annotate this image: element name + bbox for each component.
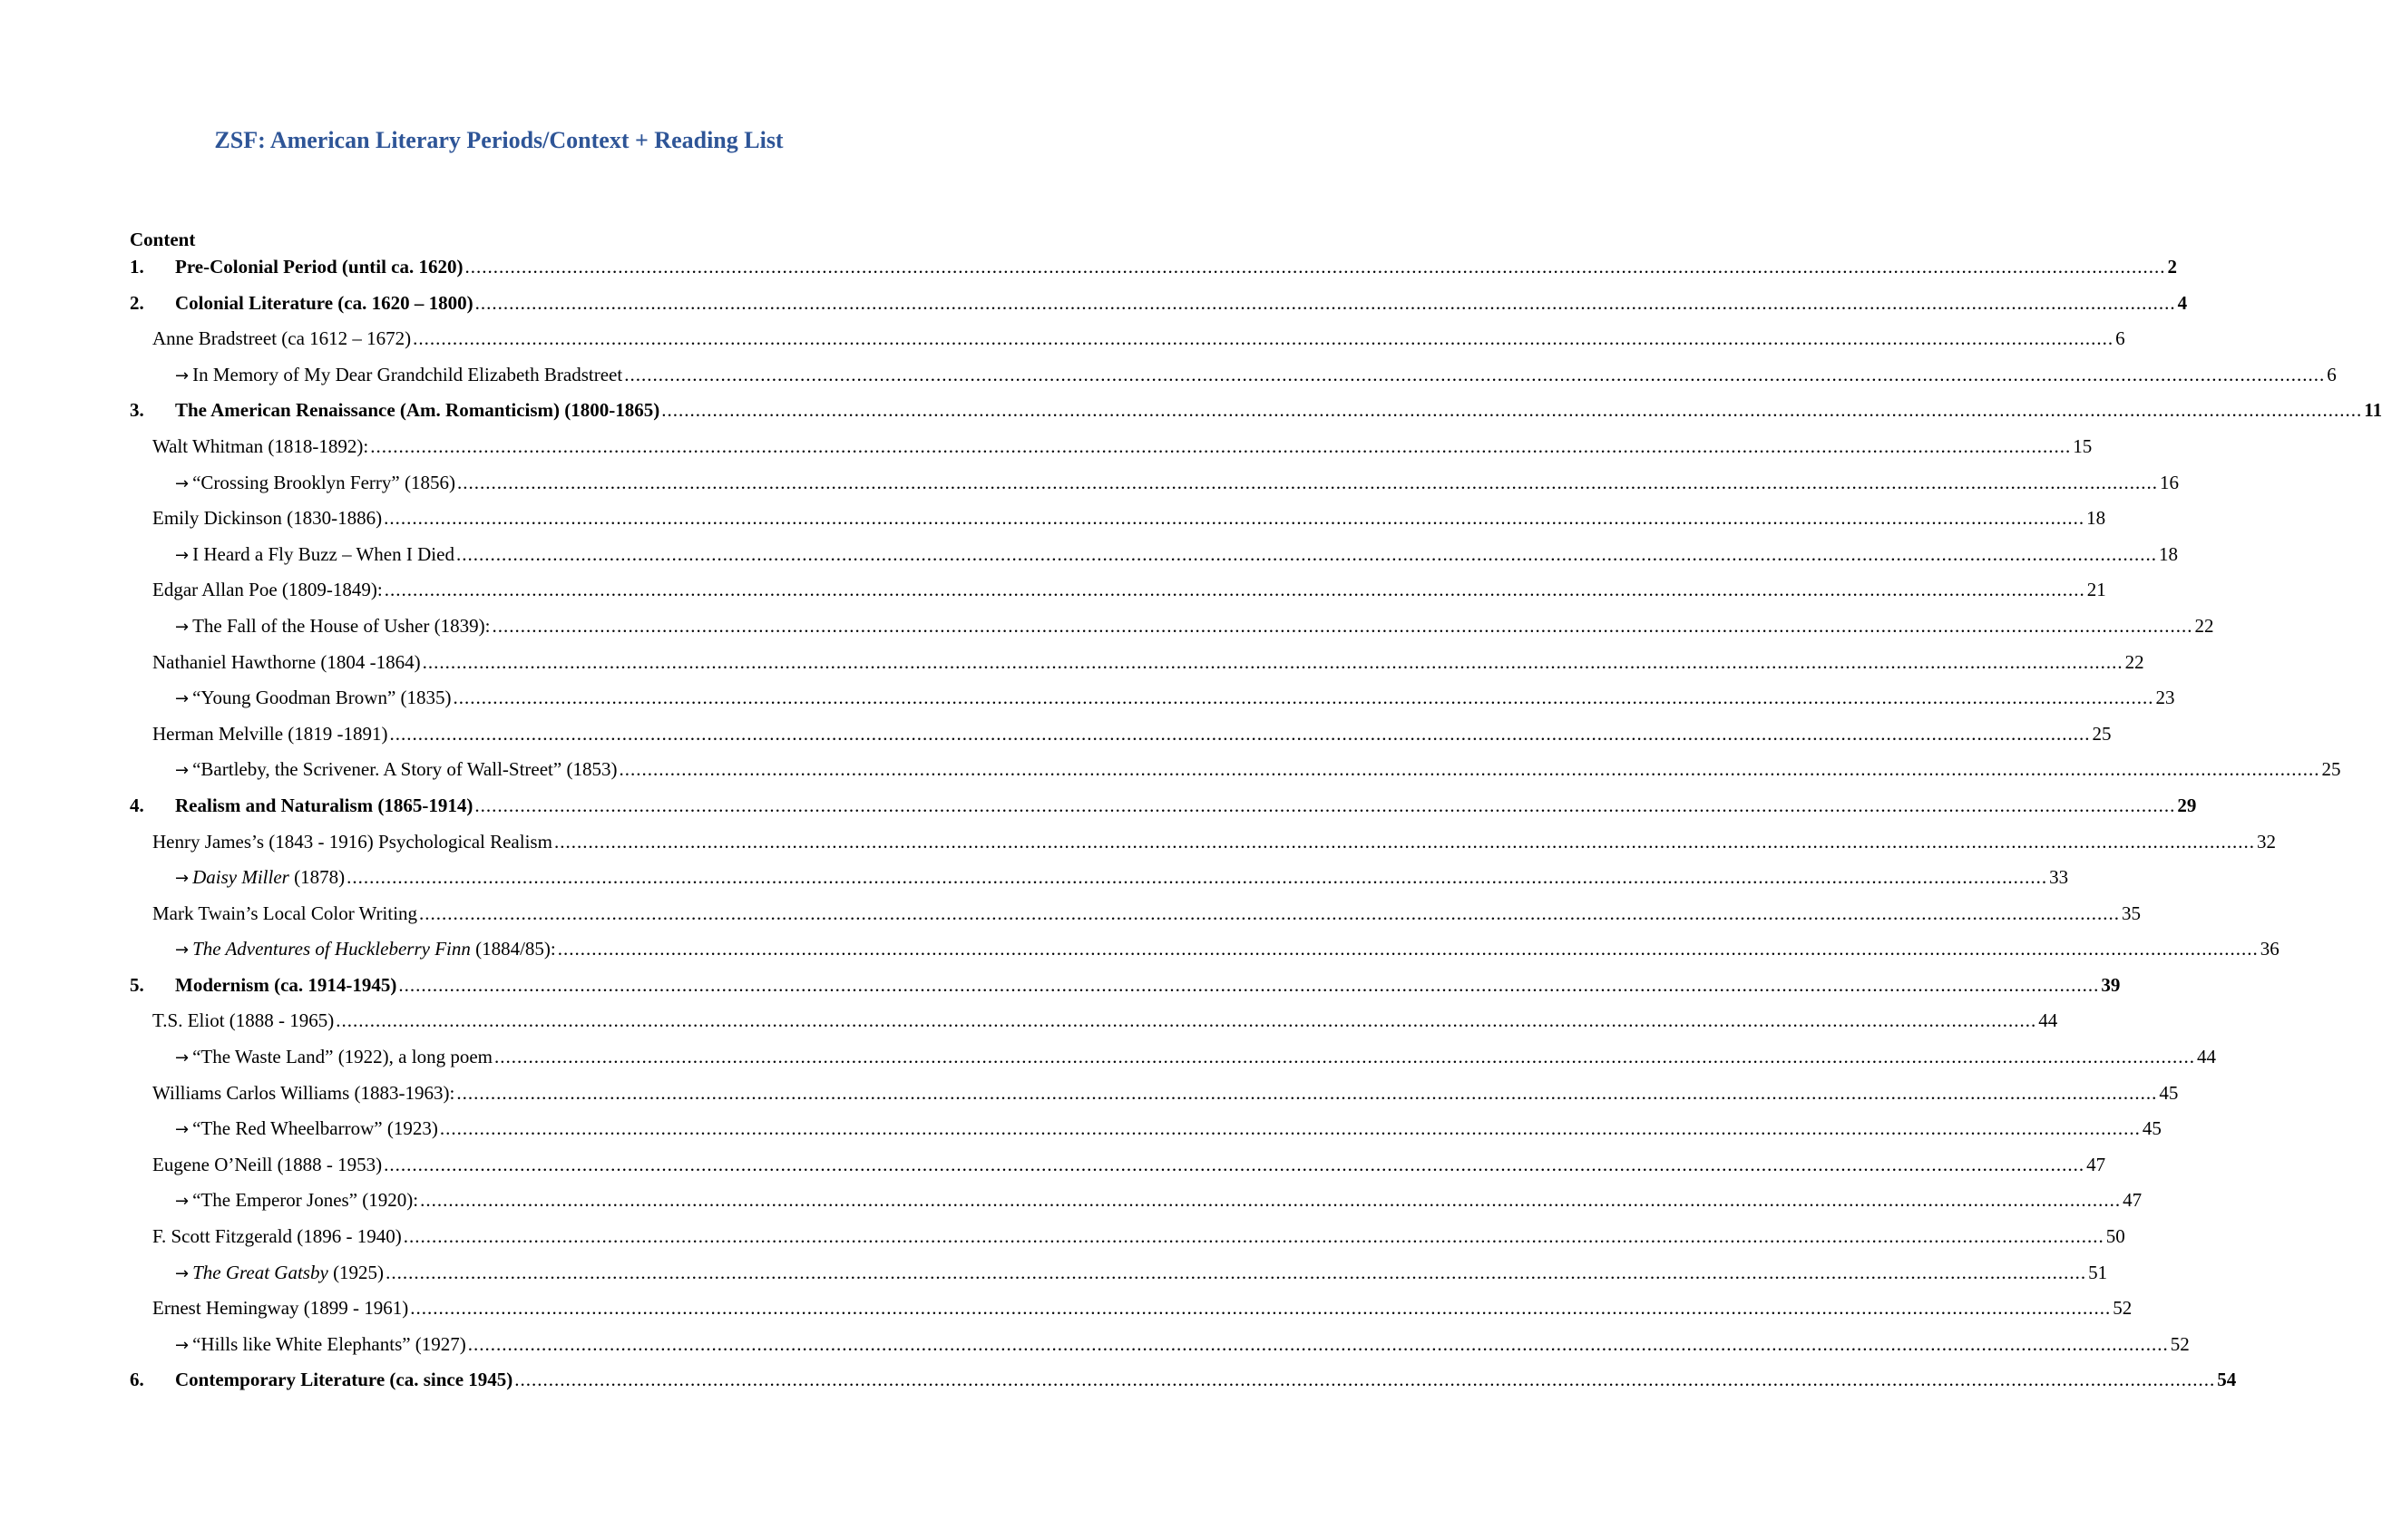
toc-entry[interactable]	[130, 1332, 2190, 1369]
toc-entry-label: Anne Bradstreet (ca 1612 – 1672)	[152, 327, 412, 350]
toc-entry-text	[152, 651, 421, 674]
toc-entry-label: Modernism (ca. 1914-1945)	[175, 973, 397, 996]
dot-leader: ............................................................................................................................................................................................................................................................................................................	[492, 614, 2193, 637]
toc-page-number: 18	[2158, 542, 2178, 565]
toc-entry-label: Ernest Hemingway (1899 - 1961)	[152, 1297, 409, 1320]
toc-page-number: 52	[2170, 1332, 2190, 1355]
toc-entry-text	[152, 507, 382, 530]
toc-page-number: 25	[2092, 722, 2112, 745]
toc-entry-text	[130, 794, 473, 817]
toc-page-number: 50	[2105, 1225, 2125, 1248]
toc-entry[interactable]	[130, 938, 2279, 974]
toc-page-number: 45	[2159, 1081, 2179, 1104]
toc-entry[interactable]	[130, 1369, 2237, 1405]
toc-entry[interactable]	[130, 1225, 2125, 1262]
toc-entry[interactable]	[130, 471, 2179, 508]
work-title-italic: The Adventures of Huckleberry Finn	[192, 938, 471, 960]
arrow-right-icon: →	[175, 617, 190, 637]
toc-entry-label: “The Red Wheelbarrow” (1923)	[192, 1117, 438, 1140]
toc-entry[interactable]	[130, 1009, 2058, 1046]
dot-leader: ............................................................................................................................................................................................................................................................................................................	[420, 1189, 2122, 1212]
dot-leader: ............................................................................................................................................................................................................................................................................................................	[410, 1297, 2112, 1320]
toc-entry-text	[152, 831, 552, 853]
dot-leader: ............................................................................................................................................................................................................................................................................................................	[553, 830, 2255, 853]
toc-entry-label: F. Scott Fitzgerald (1896 - 1940)	[152, 1225, 402, 1248]
toc-page-number: 32	[2256, 830, 2276, 853]
toc-page-number: 25	[2321, 758, 2341, 781]
toc-entry-text	[175, 1117, 438, 1140]
toc-entry[interactable]	[130, 1117, 2162, 1154]
toc-page-number: 11	[2364, 399, 2382, 422]
toc-page-number: 44	[2038, 1009, 2058, 1032]
toc-entry-label: Pre-Colonial Period (until ca. 1620)	[175, 256, 464, 278]
toc-entry-label: Eugene O’Neill (1888 - 1953)	[152, 1153, 383, 1175]
dot-leader: ............................................................................................................................................................................................................................................................................................................	[455, 542, 2157, 565]
toc-entry[interactable]	[130, 399, 2382, 435]
toc-entry-label: Emily Dickinson (1830-1886)	[152, 507, 383, 530]
toc-entry-text	[152, 327, 411, 350]
toc-entry[interactable]	[130, 1153, 2106, 1190]
toc-page-number: 18	[2086, 507, 2106, 530]
dot-leader: ............................................................................................................................................................................................................................................................................................................	[398, 973, 2100, 996]
dot-leader: ............................................................................................................................................................................................................................................................................................................	[474, 794, 2176, 816]
toc-entry-label: Henry James’s (1843 - 1916) Psychological Realism	[152, 830, 552, 853]
toc-entry[interactable]	[130, 902, 2142, 939]
toc-entry-label: Walt Whitman (1818-1892):	[152, 434, 369, 457]
arrow-right-icon: →	[175, 1263, 190, 1283]
toc-page-number: 33	[2049, 866, 2069, 889]
dot-leader: ............................................................................................................................................................................................................................................................................................................	[456, 471, 2158, 493]
toc-entry-text	[152, 902, 417, 925]
toc-entry-text	[130, 974, 396, 997]
toc-section-number: 3.	[130, 399, 144, 422]
toc-entry[interactable]	[130, 722, 2112, 759]
toc-page-number: 4	[2177, 291, 2188, 314]
toc-entry-text	[152, 1297, 408, 1320]
toc-page-number: 22	[2124, 650, 2144, 673]
toc-entry-text	[130, 1369, 513, 1391]
dot-leader: ............................................................................................................................................................................................................................................................................................................	[494, 1046, 2195, 1068]
toc-entry-text	[130, 399, 659, 422]
toc-entry-label: Williams Carlos Williams (1883-1963):	[152, 1081, 455, 1104]
toc-entry[interactable]	[130, 256, 2177, 292]
arrow-right-icon: →	[175, 1120, 190, 1140]
toc-entry[interactable]	[130, 327, 2125, 364]
work-title-italic: Daisy Miller	[192, 866, 289, 889]
dot-leader: ............................................................................................................................................................................................................................................................................................................	[384, 1153, 2085, 1175]
toc-section-number: 5.	[130, 973, 144, 996]
toc-entry-text	[175, 472, 455, 494]
toc-entry-text	[130, 292, 473, 315]
dot-leader: ............................................................................................................................................................................................................................................................................................................	[336, 1009, 2037, 1032]
toc-entry[interactable]	[130, 650, 2144, 687]
toc-entry[interactable]	[130, 1081, 2179, 1118]
toc-entry-text	[175, 1189, 418, 1212]
toc-entry-label: Contemporary Literature (ca. since 1945)	[175, 1369, 513, 1391]
toc-page-number: 16	[2159, 471, 2179, 493]
dot-leader: ............................................................................................................................................................................................................................................................................................................	[464, 256, 2166, 278]
toc-entry[interactable]	[130, 866, 2069, 902]
toc-entry-label: Nathaniel Hawthorne (1804 -1864)	[152, 650, 421, 673]
toc-entry-text	[175, 758, 617, 781]
toc-entry-label: “The Emperor Jones” (1920):	[192, 1189, 419, 1212]
toc-entry[interactable]	[130, 579, 2106, 615]
toc-page-number: 23	[2155, 687, 2175, 709]
toc-page-number: 36	[2260, 938, 2279, 960]
arrow-right-icon: →	[175, 545, 190, 565]
toc-page-number: 6	[2327, 363, 2337, 385]
toc-entry[interactable]	[130, 758, 2341, 794]
dot-leader: ............................................................................................................................................................................................................................................................................................................	[619, 758, 2320, 781]
arrow-right-icon: →	[175, 941, 190, 960]
dot-leader: ............................................................................................................................................................................................................................................................................................................	[467, 1332, 2169, 1355]
toc-heading: Content	[130, 229, 196, 250]
dot-leader: ............................................................................................................................................................................................................................................................................................................	[370, 434, 2072, 457]
toc-page-number: 29	[2177, 794, 2197, 816]
toc-entry[interactable]	[130, 291, 2188, 328]
toc-section-number: 2.	[130, 291, 144, 314]
toc-entry-text	[175, 866, 345, 889]
toc-entry-text	[175, 615, 490, 638]
toc-entry-text	[175, 543, 454, 566]
toc-entry-text	[130, 256, 464, 278]
toc-entry[interactable]	[130, 1046, 2216, 1082]
dot-leader: ............................................................................................................................................................................................................................................................................................................	[413, 327, 2114, 350]
toc-entry[interactable]	[130, 542, 2178, 580]
toc-entry-label: Realism and Naturalism (1865-1914)	[175, 794, 473, 816]
arrow-right-icon: →	[175, 1335, 190, 1355]
toc-section-number: 1.	[130, 256, 144, 278]
toc-entry-label: The Fall of the House of Usher (1839):	[192, 614, 491, 637]
arrow-right-icon: →	[175, 869, 190, 889]
dot-leader: ............................................................................................................................................................................................................................................................................................................	[514, 1369, 2216, 1391]
toc-page-number: 54	[2217, 1369, 2237, 1391]
toc-entry-label: (1925)	[327, 1261, 385, 1283]
toc-section-number: 4.	[130, 794, 144, 816]
dot-leader: ............................................................................................................................................................................................................................................................................................................	[422, 650, 2123, 673]
toc-entry[interactable]	[130, 973, 2121, 1010]
arrow-right-icon: →	[175, 1192, 190, 1212]
dot-leader: ............................................................................................................................................................................................................................................................................................................	[403, 1225, 2104, 1248]
dot-leader: ............................................................................................................................................................................................................................................................................................................	[557, 938, 2259, 960]
toc-entry[interactable]	[130, 1261, 2108, 1298]
toc-entry-text	[175, 1262, 384, 1284]
toc-page-number: 44	[2197, 1046, 2216, 1068]
dot-leader: ............................................................................................................................................................................................................................................................................................................	[347, 866, 2048, 889]
toc-page-number: 47	[2123, 1189, 2143, 1212]
toc-entry-label: (1878)	[288, 866, 346, 889]
toc-entry-label: “The Waste Land” (1922), a long poem	[192, 1046, 493, 1068]
toc-entry-label: T.S. Eliot (1888 - 1965)	[152, 1009, 335, 1032]
toc-entry[interactable]	[130, 687, 2175, 723]
toc-entry-label: “Crossing Brooklyn Ferry” (1856)	[192, 471, 455, 493]
toc-entry-text	[152, 723, 388, 746]
dot-leader: ............................................................................................................................................................................................................................................................................................................	[384, 579, 2085, 601]
toc-entry-label: Mark Twain’s Local Color Writing	[152, 902, 418, 924]
toc-entry-label: “Young Goodman Brown” (1835)	[192, 687, 452, 709]
toc-entry-text	[175, 364, 622, 386]
toc-entry-label: Colonial Literature (ca. 1620 – 1800)	[175, 291, 473, 314]
work-title-italic: The Great Gatsby	[192, 1261, 328, 1283]
toc-entry[interactable]	[130, 434, 2093, 472]
arrow-right-icon: →	[175, 761, 190, 781]
dot-leader: ............................................................................................................................................................................................................................................................................................................	[474, 291, 2176, 314]
toc-entry-label: In Memory of My Dear Grandchild Elizabeth Bradstreet	[192, 363, 623, 385]
toc-entry-label: I Heard a Fly Buzz – When I Died	[192, 542, 454, 565]
dot-leader: ............................................................................................................................................................................................................................................................................................................	[384, 507, 2085, 530]
arrow-right-icon: →	[175, 1048, 190, 1068]
dot-leader: ............................................................................................................................................................................................................................................................................................................	[439, 1117, 2141, 1140]
toc-entry-text	[152, 435, 368, 458]
toc-entry-label: Herman Melville (1819 -1891)	[152, 722, 388, 745]
toc-page-number: 22	[2194, 614, 2214, 637]
toc-entry-label: “Hills like White Elephants” (1927)	[192, 1332, 466, 1355]
toc-entry-label: Edgar Allan Poe (1809-1849):	[152, 579, 383, 601]
toc-entry[interactable]	[130, 507, 2106, 543]
toc-entry[interactable]	[130, 614, 2214, 651]
toc-page-number: 47	[2086, 1153, 2106, 1175]
toc-entry-label: The American Renaissance (Am. Romanticism) (1800-1865)	[175, 399, 660, 422]
dot-leader: ............................................................................................................................................................................................................................................................................................................	[624, 363, 2326, 385]
dot-leader: ............................................................................................................................................................................................................................................................................................................	[661, 399, 2363, 422]
toc-entry[interactable]	[130, 363, 2337, 400]
table-of-contents	[130, 256, 2382, 1405]
toc-entry-text	[175, 687, 452, 709]
toc-page-number: 2	[2167, 256, 2177, 278]
toc-entry[interactable]	[130, 1189, 2143, 1225]
toc-page-number: 51	[2088, 1261, 2108, 1283]
toc-entry-label: “Bartleby, the Scrivener. A Story of Wall-Street” (1853)	[192, 758, 618, 781]
document-title: ZSF: American Literary Periods/Context + Reading List	[214, 127, 784, 153]
toc-entry-text	[175, 938, 556, 960]
toc-entry-label: (1884/85):	[470, 938, 556, 960]
dot-leader: ............................................................................................................................................................................................................................................................................................................	[456, 1081, 2158, 1104]
toc-entry-text	[152, 1154, 382, 1176]
toc-page-number: 35	[2122, 902, 2142, 924]
dot-leader: ............................................................................................................................................................................................................................................................................................................	[453, 687, 2154, 709]
dot-leader: ............................................................................................................................................................................................................................................................................................................	[386, 1261, 2087, 1283]
arrow-right-icon: →	[175, 366, 190, 385]
arrow-right-icon: →	[175, 473, 190, 493]
toc-page-number: 15	[2073, 434, 2093, 457]
toc-page-number: 39	[2101, 973, 2121, 996]
toc-entry[interactable]	[130, 1297, 2133, 1333]
toc-entry-text	[152, 1082, 454, 1105]
toc-page-number: 21	[2086, 579, 2106, 601]
toc-entry-text	[152, 1225, 402, 1248]
toc-page-number: 45	[2142, 1117, 2162, 1140]
dot-leader: ............................................................................................................................................................................................................................................................................................................	[389, 722, 2091, 745]
toc-page-number: 52	[2113, 1297, 2133, 1320]
toc-entry-text	[152, 579, 383, 601]
toc-section-number: 6.	[130, 1369, 144, 1391]
toc-entry-text	[175, 1046, 493, 1068]
arrow-right-icon: →	[175, 689, 190, 709]
toc-entry[interactable]	[130, 830, 2276, 867]
dot-leader: ............................................................................................................................................................................................................................................................................................................	[419, 902, 2121, 924]
toc-entry-text	[152, 1009, 334, 1032]
toc-entry[interactable]	[130, 794, 2197, 831]
toc-page-number: 6	[2115, 327, 2125, 350]
toc-entry-text	[175, 1333, 466, 1356]
